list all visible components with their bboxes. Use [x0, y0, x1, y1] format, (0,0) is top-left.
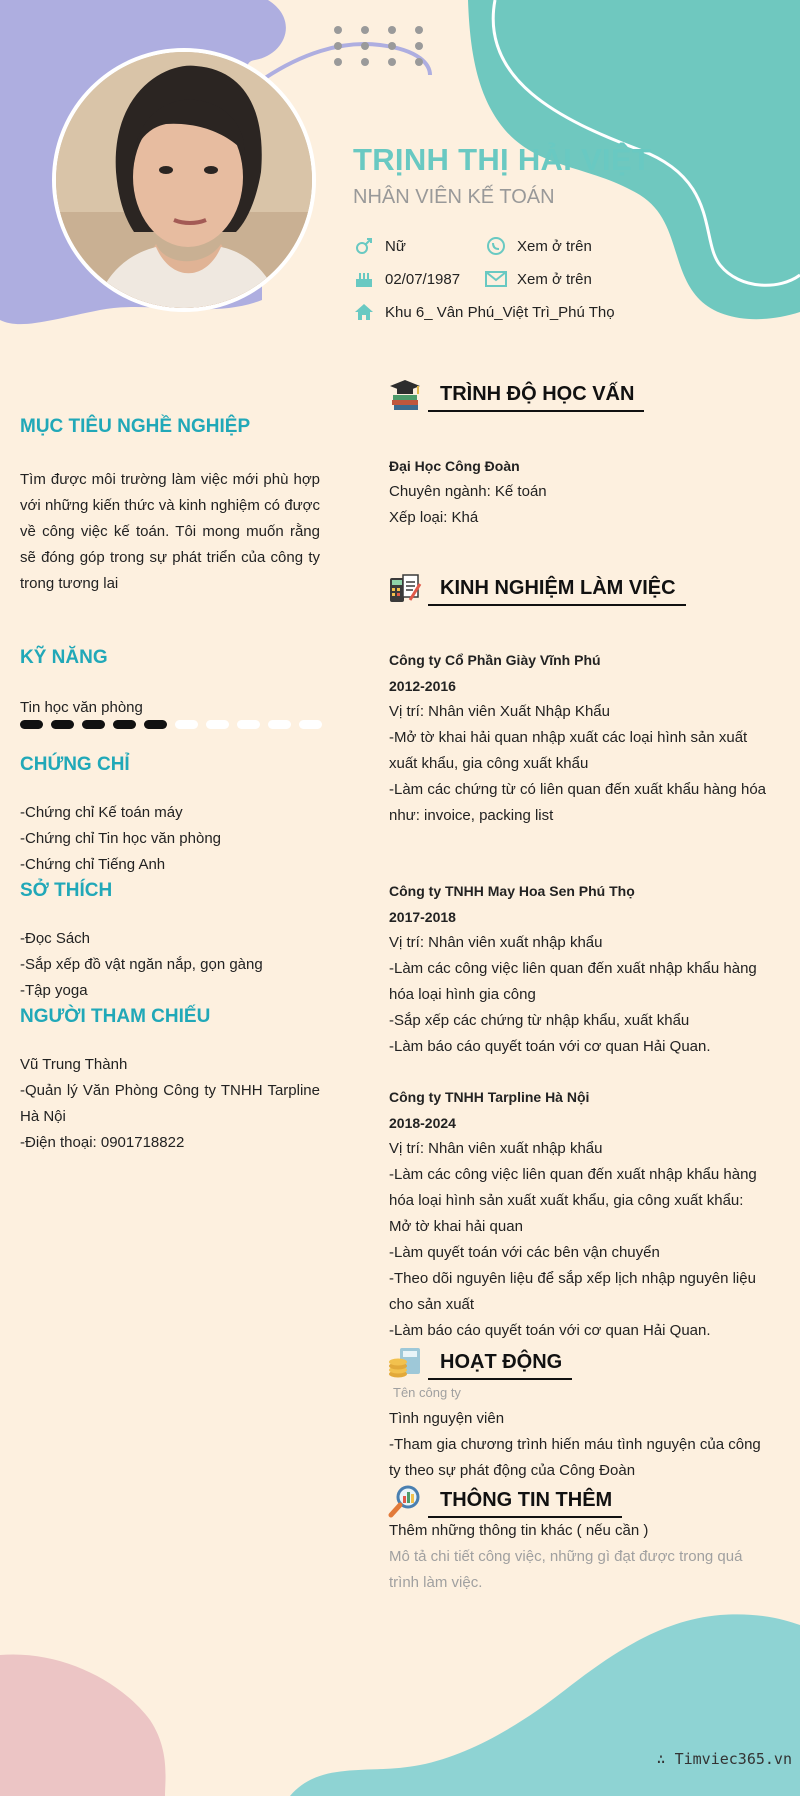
- education-title: TRÌNH ĐỘ HỌC VẤN: [428, 383, 644, 412]
- activities-description: -Tham gia chương trình hiến máu tình nguyện của công ty theo sự phát động của Công Đoàn: [389, 1436, 761, 1479]
- magnifier-chart-icon: [388, 1484, 422, 1518]
- candidate-name: TRỊNH THỊ HẢI VIỆT: [353, 142, 652, 177]
- skill-level-dot: [237, 720, 260, 729]
- skill-level-dot: [113, 720, 136, 729]
- accounting-calculator-icon: [388, 572, 422, 606]
- skill-level-dot: [206, 720, 229, 729]
- job-line: -Làm các chứng từ có liên quan đến xuất khẩu hàng hóa như: invoice, packing list: [389, 781, 766, 824]
- skill-level-dot: [20, 720, 43, 729]
- gender-icon: [353, 236, 375, 256]
- address-value: Khu 6_ Vân Phú_Việt Trì_Phú Thọ: [385, 303, 615, 321]
- objective-text: Tìm được môi trường làm việc mới phù hợp với những kiến thức và kinh nghiệm có được về công việc kế toán. Tôi mong muốn rằng sẽ đóng góp trong sự phát triển của công ty trong tương lai: [20, 471, 320, 592]
- education-heading: [388, 378, 644, 412]
- skill-level-dot: [82, 720, 105, 729]
- extra-text: Thêm những thông tin khác ( nếu cần ): [389, 1522, 649, 1539]
- brand-logo-icon: ∴: [656, 1750, 675, 1768]
- education-rank: Xếp loại: Khá: [389, 509, 479, 526]
- activities-section: [389, 1380, 769, 1484]
- email-row: [485, 269, 592, 289]
- job-line: Vị trí: Nhân viên xuất nhập khẩu: [389, 1140, 603, 1157]
- hobby-item: -Đọc Sách: [20, 930, 91, 947]
- job-line: Vị trí: Nhân viên Xuất Nhập Khẩu: [389, 703, 610, 720]
- birthday-value: 02/07/1987: [385, 270, 461, 288]
- address-row: [353, 302, 615, 322]
- job-line: -Làm các công việc liên quan đến xuất nhập khẩu hàng hóa loại hình sản xuất xuất khẩu, gia công xuất khẩu: Mở tờ khai hải quan: [389, 1166, 757, 1235]
- gender-value: Nữ: [385, 237, 406, 255]
- job-period: 2012-2016: [389, 678, 456, 694]
- email-icon: [485, 269, 507, 289]
- skill-level-dot: [299, 720, 322, 729]
- birthday-row: [353, 269, 460, 289]
- experience-title: KINH NGHIỆM LÀM VIỆC: [428, 577, 686, 606]
- phone-value: Xem ở trên: [517, 237, 592, 255]
- certificate-item: -Chứng chỉ Tin học văn phòng: [20, 830, 221, 847]
- job-line: -Làm báo cáo quyết toán với cơ quan Hải Quan.: [389, 1322, 711, 1339]
- education-major: Chuyên ngành: Kế toán: [389, 483, 547, 500]
- avatar-portrait: [56, 52, 312, 308]
- birthday-cake-icon: [353, 269, 375, 289]
- graduation-books-icon: [388, 378, 422, 412]
- extra-title: THÔNG TIN THÊM: [428, 1489, 622, 1518]
- hobbies-title: SỞ THÍCH: [20, 880, 113, 901]
- skill-level-dot: [268, 720, 291, 729]
- hobbies-section: [20, 880, 320, 1004]
- job-company: Công ty TNHH Tarpline Hà Nội: [389, 1089, 590, 1105]
- gender-row: [353, 236, 406, 256]
- job-line: Vị trí: Nhân viên xuất nhập khẩu: [389, 934, 603, 951]
- education-school: Đại Học Công Đoàn: [389, 458, 520, 474]
- objective-title: MỤC TIÊU NGHỀ NGHIỆP: [20, 416, 251, 437]
- job-line: -Làm quyết toán với các bên vận chuyển: [389, 1244, 660, 1261]
- job-period: 2018-2024: [389, 1115, 456, 1131]
- activities-title: HOẠT ĐỘNG: [428, 1351, 572, 1380]
- email-value: Xem ở trên: [517, 270, 592, 288]
- certificate-item: -Chứng chỉ Kế toán máy: [20, 804, 183, 821]
- extra-heading: [388, 1484, 622, 1518]
- job-line: -Theo dõi nguyên liệu để sắp xếp lịch nhập nguyên liệu cho sản xuất: [389, 1270, 756, 1313]
- activities-company-placeholder[interactable]: Tên công ty: [393, 1385, 461, 1400]
- brand-name: Timviec365.vn: [674, 1750, 792, 1768]
- experience-job: [389, 1084, 769, 1344]
- phone-icon: [485, 236, 507, 256]
- purple-curve-line: [265, 44, 430, 78]
- certificates-section: [20, 754, 320, 878]
- activities-heading: [388, 1346, 572, 1380]
- home-icon: [353, 302, 375, 322]
- coins-calculator-icon: [388, 1346, 422, 1380]
- job-title: NHÂN VIÊN KẾ TOÁN: [353, 186, 555, 208]
- skill-level-dot: [144, 720, 167, 729]
- job-line: -Sắp xếp các chứng từ nhập khẩu, xuất khẩu: [389, 1012, 690, 1029]
- skills-section: [20, 647, 320, 721]
- skill-name: Tin học văn phòng: [20, 699, 143, 716]
- experience-job: [389, 647, 769, 829]
- skill-level-bar: [20, 720, 322, 729]
- extra-placeholder[interactable]: Mô tả chi tiết công việc, những gì đạt được trong quá trình làm việc.: [389, 1548, 743, 1591]
- certificates-title: CHỨNG CHỈ: [20, 754, 130, 775]
- phone-row: [485, 236, 592, 256]
- teal-blob-bottom: [290, 1614, 800, 1796]
- reference-phone: -Điện thoại: 0901718822: [20, 1134, 185, 1151]
- job-company: Công ty TNHH May Hoa Sen Phú Thọ: [389, 883, 635, 899]
- job-line: -Làm các công việc liên quan đến xuất nhập khẩu hàng hóa loại hình gia công: [389, 960, 757, 1003]
- education-section: [389, 453, 769, 531]
- skills-title: KỸ NĂNG: [20, 647, 108, 668]
- reference-name: Vũ Trung Thành: [20, 1056, 128, 1073]
- experience-job: [389, 878, 769, 1060]
- skill-level-dot: [51, 720, 74, 729]
- reference-section: [20, 1006, 320, 1156]
- header-info: [353, 142, 793, 209]
- job-line: -Mở tờ khai hải quan nhập xuất các loại hình sản xuất xuất khẩu, gia công xuất khẩu: [389, 729, 748, 772]
- activities-role: Tình nguyện viên: [389, 1410, 505, 1427]
- extra-section: [389, 1518, 769, 1596]
- certificate-item: -Chứng chỉ Tiếng Anh: [20, 856, 166, 873]
- pink-blob-bottom: [0, 1654, 166, 1796]
- reference-title: NGƯỜI THAM CHIẾU: [20, 1006, 211, 1027]
- experience-heading: [388, 572, 686, 606]
- avatar: [52, 48, 316, 312]
- objective-section: [20, 416, 320, 597]
- job-period: 2017-2018: [389, 909, 456, 925]
- hobby-item: -Tập yoga: [20, 982, 88, 999]
- job-line: -Làm báo cáo quyết toán với cơ quan Hải Quan.: [389, 1038, 711, 1055]
- skill-level-dot: [175, 720, 198, 729]
- hobby-item: -Sắp xếp đồ vật ngăn nắp, gọn gàng: [20, 956, 263, 973]
- reference-position: -Quản lý Văn Phòng Công ty TNHH Tarpline Hà Nội: [20, 1082, 320, 1125]
- footer-brand: [657, 1750, 792, 1768]
- job-company: Công ty Cổ Phần Giày Vĩnh Phú: [389, 652, 601, 668]
